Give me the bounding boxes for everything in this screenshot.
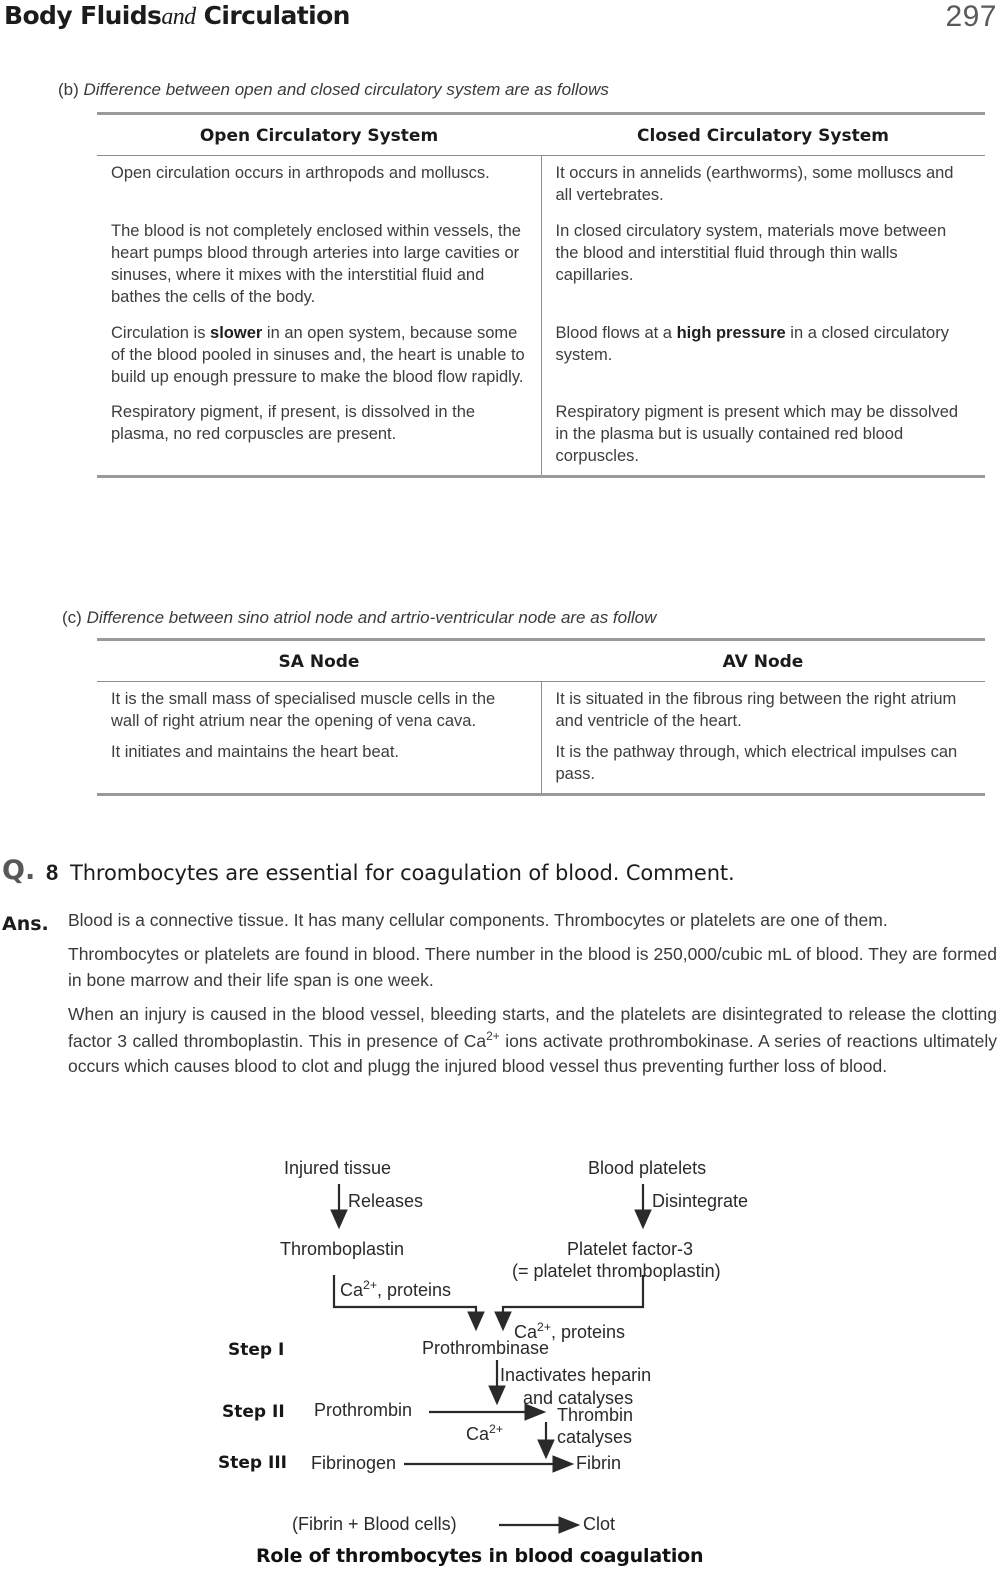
- cell-text: It occurs in annelids (earthworms), some molluscs and all vertebrates.: [555, 164, 954, 204]
- label-and-catalyses: and catalyses: [523, 1388, 634, 1408]
- calcium-ion-superscript: 2+: [486, 1028, 500, 1043]
- step-1-label: Step I: [228, 1340, 285, 1360]
- label-ca-charge: 2+: [363, 1278, 377, 1292]
- table-header-sa-node: SA Node: [97, 645, 541, 682]
- label-inactivates-heparin: Inactivates heparin: [500, 1365, 652, 1385]
- step-3-label: Step III: [218, 1453, 287, 1473]
- node-thrombin: Thrombin: [557, 1405, 634, 1425]
- open-vs-closed-circulatory-table: [97, 112, 985, 478]
- cell-closed-4: [541, 395, 985, 476]
- table-row: [97, 214, 985, 316]
- node-fibrin: Fibrin: [576, 1453, 622, 1473]
- label-thrombin-catalyses: catalyses: [557, 1427, 633, 1447]
- chapter-title-conjunction: and: [161, 4, 196, 30]
- question-number: 8: [46, 860, 59, 885]
- cell-text-emphasis: high pressure: [676, 323, 786, 342]
- table-row: [97, 682, 985, 795]
- label-ca: Ca: [514, 1322, 538, 1342]
- chapter-title-part1: Body Fluids: [4, 1, 162, 30]
- table-header-open: Open Circulatory System: [97, 119, 541, 156]
- cell-text: The blood is not completely enclosed within vessels, the heart pumps blood through arteries into large cavities or sinuses, where it mixes with the interstitial fluid and bathes the cells of the body.: [111, 221, 521, 306]
- label-proteins: , proteins: [550, 1322, 626, 1342]
- cell-closed-3: [541, 316, 985, 396]
- section-c-caption-text: Difference between sino atriol node and artrio-ventricular node are as follow: [86, 608, 657, 627]
- cell-text-pre: Blood flows at a: [555, 323, 677, 342]
- chapter-title: [4, 1, 350, 31]
- node-clot: Clot: [583, 1514, 616, 1534]
- cell-open-4: [97, 395, 541, 476]
- cell-open-3: [97, 316, 541, 396]
- cell-text: It is the small mass of specialised muscle cells in the wall of right atrium near the opening of vena cava.: [111, 690, 496, 730]
- table-row: [97, 316, 985, 396]
- label-ca-charge: 2+: [489, 1422, 503, 1436]
- label-disintegrate: Disintegrate: [652, 1191, 749, 1211]
- node-fibrin-plus-blood-cells: (Fibrin + Blood cells): [292, 1514, 457, 1534]
- table-header-row: [97, 645, 985, 682]
- section-c-caption: [62, 608, 656, 628]
- label-proteins: , proteins: [376, 1280, 452, 1300]
- cell-text-pre: Circulation is: [111, 323, 211, 342]
- cell-sa-node: [97, 682, 541, 795]
- step-2-label: Step II: [222, 1402, 285, 1422]
- section-b-caption: [58, 80, 609, 100]
- answer-paragraph-part1: When an injury is caused in the blood vessel, bleeding starts, and the platelets are disintegrated to release the clotting factor 3 called thromboplastin. This in presence of Ca: [68, 1004, 997, 1051]
- table-row: [97, 395, 985, 476]
- question-text: Thrombocytes are essential for coagulation of blood. Comment.: [70, 861, 735, 885]
- cell-text: [556, 323, 972, 367]
- label-ca: Ca: [466, 1424, 490, 1444]
- cell-text: Open circulation occurs in arthropods and molluscs.: [111, 164, 490, 182]
- node-blood-platelets: Blood platelets: [588, 1158, 707, 1178]
- label-ca-charge: 2+: [537, 1320, 551, 1334]
- table-header-av-node: AV Node: [541, 645, 985, 682]
- node-thromboplastin: Thromboplastin: [280, 1239, 405, 1259]
- section-b-label: (b): [58, 80, 79, 99]
- cell-av-node: [541, 682, 985, 795]
- cell-text: Respiratory pigment, if present, is dissolved in the plasma, no red corpuscles are present.: [111, 403, 476, 444]
- cell-text-post: in a closed circulatory system.: [555, 323, 949, 364]
- chapter-title-part2: Circulation: [203, 1, 350, 30]
- node-fibrinogen: Fibrinogen: [311, 1453, 397, 1473]
- page-header: [0, 0, 999, 44]
- label-calcium-step2: [466, 1422, 503, 1445]
- cell-text: It initiates and maintains the heart beat.: [111, 742, 400, 761]
- node-injured-tissue: Injured tissue: [284, 1158, 392, 1178]
- table-row: [97, 156, 985, 214]
- node-platelet-factor-3-alias: (= platelet thromboplastin): [512, 1261, 721, 1281]
- cell-text: [111, 323, 527, 389]
- table-header-row: [97, 119, 985, 156]
- cell-text-post: in an open system, because some of the blood pooled in sinuses and, the heart is unable to build up enough pressure to make the blood flow rapidly.: [111, 323, 525, 386]
- answer-label: Ans.: [2, 913, 49, 935]
- label-ca: Ca: [340, 1280, 364, 1300]
- answer-paragraph: Thrombocytes or platelets are found in blood. There number in the blood is 250,000/cubic mL of blood. They are formed in bone marrow and their life span is one week.: [68, 944, 997, 990]
- answer-paragraph-part2: ions activate prothrombokinase. A series of reactions ultimately occurs which causes blood to clot and plugg the injured blood vessel thus preventing further loss of blood.: [68, 1030, 997, 1076]
- label-calcium-proteins-left: [340, 1278, 451, 1301]
- answer-body: [68, 908, 997, 1079]
- flowchart-caption: Role of thrombocytes in blood coagulation: [256, 1545, 704, 1567]
- cell-text: It is situated in the fibrous ring between the right atrium and ventricle of the heart.: [555, 690, 957, 730]
- cell-text: Respiratory pigment is present which may be dissolved in the plasma but is usually contained red blood corpuscles.: [555, 403, 959, 466]
- cell-text: It is the pathway through, which electrical impulses can pass.: [555, 742, 958, 783]
- sa-node-vs-av-node-table: [97, 638, 985, 796]
- cell-open-1: [97, 156, 541, 214]
- cell-closed-2: [541, 214, 985, 316]
- node-prothrombin: Prothrombin: [314, 1400, 413, 1420]
- node-prothrombinase: Prothrombinase: [422, 1338, 550, 1358]
- answer-paragraph: [68, 1002, 997, 1079]
- answer-paragraph: Blood is a connective tissue. It has many cellular components. Thrombocytes or platelets are one of them.: [68, 910, 888, 930]
- cell-text-emphasis: slower: [210, 323, 263, 342]
- node-platelet-factor-3: Platelet factor-3: [567, 1239, 694, 1259]
- page-number: 297: [945, 0, 997, 33]
- question-marker: Q.: [2, 855, 36, 886]
- blood-coagulation-flowchart: [0, 1150, 999, 1590]
- cell-open-2: [97, 214, 541, 316]
- cell-closed-1: [541, 156, 985, 214]
- section-b-caption-text: Difference between open and closed circulatory system are as follows: [83, 80, 609, 99]
- cell-text: In closed circulatory system, materials move between the blood and interstitial fluid through thin walls capillaries.: [555, 221, 947, 284]
- table-header-closed: Closed Circulatory System: [541, 119, 985, 156]
- section-c-label: (c): [62, 608, 82, 627]
- label-releases: Releases: [348, 1191, 424, 1211]
